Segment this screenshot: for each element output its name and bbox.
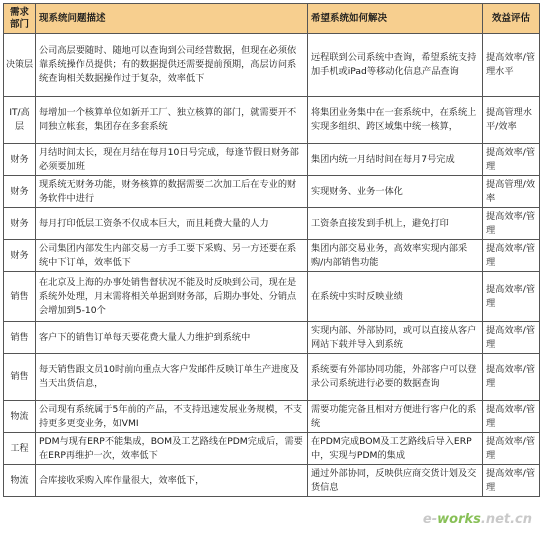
- cell-effect: 提高效率/管理: [483, 322, 540, 354]
- cell-effect: 提高效率/管理: [483, 401, 540, 433]
- table-row: [4, 34, 540, 97]
- cell-effect: 提高效率/管理: [483, 208, 540, 240]
- requirements-table: [3, 3, 540, 497]
- table-row: [4, 322, 540, 354]
- cell-dept: 销售: [4, 272, 36, 322]
- table-row: [4, 144, 540, 176]
- cell-effect: 提高效率/管理: [483, 240, 540, 272]
- watermark-brand: works: [437, 512, 481, 527]
- cell-effect: 提高效率/管理: [483, 354, 540, 401]
- cell-dept: 工程: [4, 433, 36, 465]
- table-row: [4, 433, 540, 465]
- cell-problem: 每天销售跟文员10时前向重点大客户发邮件反映订单生产进度及当天出货信息，: [36, 354, 308, 401]
- cell-problem: 公司高层要随时、随地可以查询到公司经营数据，但现在必须依靠系统操作员提供；有的数据提供还需要提前预期，高层访问系统查询相关数据操作过于复杂，效率低下: [36, 34, 308, 97]
- table-row: [4, 354, 540, 401]
- header-row: [4, 4, 540, 34]
- cell-solution: 需要功能完备且相对方便进行客户化的系统: [308, 401, 483, 433]
- table-row: [4, 465, 540, 497]
- cell-problem: 客户下的销售订单每天要花费大量人力维护到系统中: [36, 322, 308, 354]
- cell-dept: 决策层: [4, 34, 36, 97]
- cell-solution: 实现内部、外部协同，或可以直接从客户网站下载并导入到系统: [308, 322, 483, 354]
- cell-dept: 物流: [4, 401, 36, 433]
- header-problem: 现系统问题描述: [36, 4, 308, 34]
- cell-effect: 提高效率/管理: [483, 433, 540, 465]
- cell-problem: 现系统无财务功能，财务核算的数据需要二次加工后在专业的财务软件中进行: [36, 176, 308, 208]
- cell-dept: IT/高层: [4, 97, 36, 144]
- cell-solution: 远程联到公司系统中查询，希望系统支持加手机或iPad等移动化信息产品查询: [308, 34, 483, 97]
- header-dept: 需求部门: [4, 4, 36, 34]
- site-watermark: [423, 512, 532, 527]
- cell-dept: 销售: [4, 354, 36, 401]
- cell-effect: 提高管理水平/效率: [483, 97, 540, 144]
- cell-problem: 合库接收采购入库作量很大，效率低下，: [36, 465, 308, 497]
- cell-problem: 每增加一个核算单位如新开工厂、独立核算的部门，就需要开不同独立帐套，集团存在多套系统: [36, 97, 308, 144]
- table-row: [4, 97, 540, 144]
- cell-dept: 财务: [4, 176, 36, 208]
- cell-solution: 在PDM完成BOM及工艺路线后导入ERP中，实现与PDM的集成: [308, 433, 483, 465]
- table-row: [4, 272, 540, 322]
- cell-problem: 每月打印低层工资条不仅成本巨大，而且耗费大量的人力: [36, 208, 308, 240]
- cell-dept: 财务: [4, 240, 36, 272]
- cell-effect: 提高效率/管理水平: [483, 34, 540, 97]
- table-row: [4, 208, 540, 240]
- cell-effect: 提高管理/效率: [483, 176, 540, 208]
- watermark-suffix: .net.cn: [480, 512, 532, 527]
- cell-dept: 物流: [4, 465, 36, 497]
- cell-dept: 财务: [4, 144, 36, 176]
- cell-solution: 集团内统一月结时间在每月7号完成: [308, 144, 483, 176]
- cell-problem: PDM与现有ERP不能集成，BOM及工艺路线在PDM完成后，需要在ERP再维护一次，效率低下: [36, 433, 308, 465]
- cell-effect: 提高效率/管理: [483, 272, 540, 322]
- table-row: [4, 240, 540, 272]
- cell-solution: 将集团业务集中在一套系统中，在系统上实现多组织、跨区域集中统一核算，: [308, 97, 483, 144]
- header-effect: 效益评估: [483, 4, 540, 34]
- cell-problem: 公司现有系统属于5年前的产品，不支持迅速发展业务规模，不支持更多更变业务，如VMI: [36, 401, 308, 433]
- table-row: [4, 401, 540, 433]
- cell-problem: 公司集团内部发生内部交易一方手工要下采购、另一方还要在系统中下订单，效率低下: [36, 240, 308, 272]
- cell-solution: 系统要有外部协同功能，外部客户可以登录公司系统进行必要的数据查询: [308, 354, 483, 401]
- table-row: [4, 176, 540, 208]
- cell-effect: 提高效率/管理: [483, 465, 540, 497]
- cell-problem: 在北京及上海的办事处销售督状况不能及时反映到公司，现在是系统外处理，月末需将相关单据到财务部，后期办事处、分销点会增加到5-10个: [36, 272, 308, 322]
- cell-dept: 销售: [4, 322, 36, 354]
- watermark-prefix: e-: [422, 512, 438, 527]
- cell-solution: 在系统中实时反映业绩: [308, 272, 483, 322]
- cell-dept: 财务: [4, 208, 36, 240]
- cell-solution: 实现财务、业务一体化: [308, 176, 483, 208]
- cell-solution: 工资条直接发到手机上，避免打印: [308, 208, 483, 240]
- cell-solution: 通过外部协同，反映供应商交货计划及交货信息: [308, 465, 483, 497]
- cell-solution: 集团内部交易业务，高效率实现内部采购/内部销售功能: [308, 240, 483, 272]
- header-solution: 希望系统如何解决: [308, 4, 483, 34]
- cell-effect: 提高效率/管理: [483, 144, 540, 176]
- cell-problem: 月结时间太长，现在月结在每月10日号完成，每逢节假日财务部必须要加班: [36, 144, 308, 176]
